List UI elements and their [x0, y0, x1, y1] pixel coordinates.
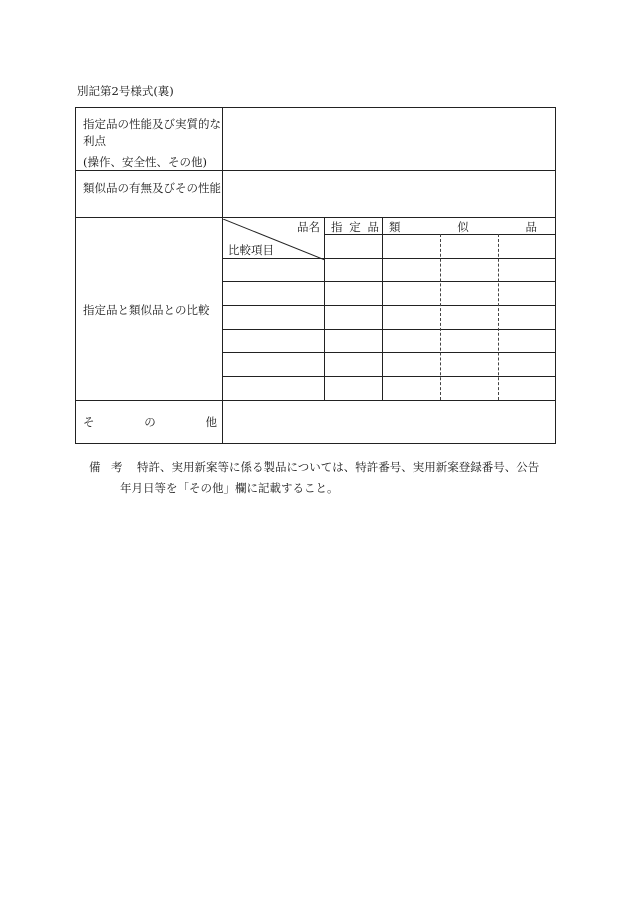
similar-products-label: 類似品の有無及びその性能: [83, 181, 221, 195]
similar-header-char: 品: [525, 220, 537, 234]
grid-row-line: [222, 329, 555, 330]
designated-header-char: 指: [331, 220, 343, 234]
remark-line-2: 年月日等を「その他」欄に記載すること。: [120, 481, 339, 495]
form-title: 別記第2号様式(裏): [77, 84, 174, 98]
other-label-char: 他: [205, 415, 217, 429]
remark-head-char: 考: [111, 460, 123, 474]
remark-head-char: 備: [89, 460, 101, 474]
designated-header-char: 品: [367, 220, 379, 234]
grid-dashed-line: [440, 234, 441, 400]
comparison-label: 指定品と類似品との比較: [83, 303, 210, 317]
performance-label-main: 指定品の性能及び実質的な利点: [83, 117, 221, 148]
row-divider: [76, 217, 555, 218]
performance-label-sub: (操作、安全性、その他): [83, 155, 207, 169]
other-label: [83, 414, 217, 431]
other-label-char: そ: [83, 415, 95, 429]
remark-text-1: 特許、実用新案等に係る製品については、特許番号、実用新案登録番号、公告: [137, 460, 540, 474]
grid-row-line: [222, 305, 555, 306]
product-name-header: 品名: [297, 220, 320, 234]
other-label-char: の: [144, 415, 156, 429]
similar-header-char: 類: [389, 220, 401, 234]
grid-column-line: [382, 217, 383, 400]
remark-note: [89, 457, 559, 499]
row-divider: [76, 400, 555, 401]
form-table: [75, 107, 556, 444]
grid-row-line: [222, 352, 555, 353]
designated-product-header: [331, 219, 379, 236]
grid-row-line: [222, 281, 555, 282]
grid-row-line: [222, 376, 555, 377]
grid-dashed-line: [498, 234, 499, 400]
remark-line-1: [89, 457, 559, 478]
comparison-item-header: 比較項目: [228, 243, 274, 257]
similar-header-char: 似: [457, 220, 469, 234]
designated-header-char: 定: [349, 220, 361, 234]
performance-label: [83, 116, 223, 171]
similar-product-header: [389, 219, 537, 236]
